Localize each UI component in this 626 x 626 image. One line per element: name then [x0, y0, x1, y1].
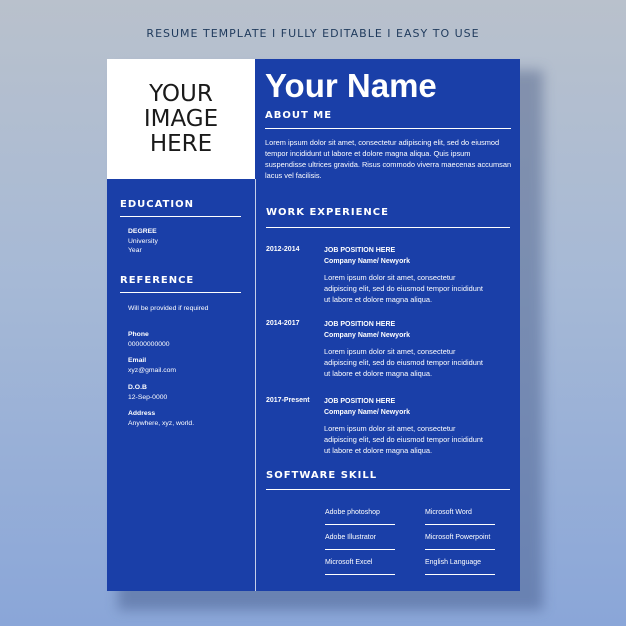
- job-1-header: [324, 245, 410, 267]
- about-rule: [265, 128, 511, 129]
- reference-title: REFERENCE: [120, 275, 195, 286]
- contact-phone: [128, 330, 170, 349]
- skill-right-2-line: [425, 549, 495, 550]
- contact-phone-label: Phone: [128, 331, 149, 338]
- job-1-years: 2012-2014: [266, 246, 300, 253]
- education-year: Year: [128, 247, 142, 254]
- job-2-header: [324, 319, 410, 341]
- skill-right-2: Microsoft Powerpoint: [425, 534, 491, 541]
- skill-left-3: Microsoft Excel: [325, 559, 373, 566]
- skill-right-3: English Language: [425, 559, 482, 566]
- contact-dob: [128, 383, 167, 402]
- contact-email-value: xyz@gmail.com: [128, 366, 177, 374]
- education-university: University: [128, 237, 158, 245]
- skill-left-1: Adobe photoshop: [325, 509, 380, 516]
- education-details: [128, 227, 158, 256]
- about-title: ABOUT ME: [265, 110, 333, 121]
- contact-dob-label: D.O.B: [128, 384, 147, 391]
- reference-rule: [120, 292, 241, 293]
- skill-left-1-line: [325, 524, 395, 525]
- job-1-company: Company Name/ Newyork: [324, 258, 410, 265]
- job-3-text: Lorem ipsum dolor sit amet, consectetur adipiscing elit, sed do eiusmod tempor incididunt ut labore et dolore magna aliqua.: [324, 424, 483, 455]
- contact-email: [128, 356, 176, 375]
- contact-email-label: Email: [128, 357, 147, 364]
- job-2-text: Lorem ipsum dolor sit amet, consectetur adipiscing elit, sed do eiusmod tempor incididunt ut labore et dolore magna aliqua.: [324, 347, 483, 378]
- experience-title: WORK EXPERIENCE: [266, 207, 389, 218]
- photo-placeholder: [107, 59, 255, 179]
- skills-rule: [266, 489, 510, 490]
- experience-rule: [266, 227, 510, 228]
- contact-address-value: Anywhere, xyz, world.: [128, 419, 195, 427]
- skill-right-1-line: [425, 524, 495, 525]
- contact-address: [128, 409, 194, 428]
- skill-right-1: Microsoft Word: [425, 509, 472, 516]
- contact-dob-value: 12-Sep-0000: [128, 393, 168, 401]
- job-3-header: [324, 396, 410, 418]
- job-3-position: JOB POSITION HERE: [324, 398, 396, 405]
- job-2-years: 2014-2017: [266, 320, 300, 327]
- skill-left-2: Adobe Illustrator: [325, 534, 376, 541]
- skill-left-3-line: [325, 574, 395, 575]
- job-3-company: Company Name/ Newyork: [324, 409, 410, 416]
- education-rule: [120, 216, 241, 217]
- about-text: Lorem ipsum dolor sit amet, consectetur adipiscing elit, sed do eiusmod tempor incididunt ut labore et dolore magna aliqua. Quis ipsum suspendisse ultrices gravida. Risus commodo viverra maecenas accumsan lacus vel facilisis.: [265, 138, 512, 180]
- photo-placeholder-text: YOUR IMAGE HERE: [143, 80, 219, 157]
- resume-page: [107, 59, 520, 591]
- job-3-years: 2017-Present: [266, 397, 310, 404]
- job-1-text: Lorem ipsum dolor sit amet, consectetur adipiscing elit, sed do eiusmod tempor incididunt ut labore et dolore magna aliqua.: [324, 273, 483, 304]
- skill-left-2-line: [325, 549, 395, 550]
- column-divider: [255, 179, 256, 591]
- skills-title: SOFTWARE SKILL: [266, 470, 378, 481]
- reference-note: Will be provided if required: [128, 305, 209, 312]
- job-1-position: JOB POSITION HERE: [324, 247, 396, 254]
- skill-right-3-line: [425, 574, 495, 575]
- education-degree: DEGREE: [128, 228, 157, 235]
- job-2-company: Company Name/ Newyork: [324, 332, 410, 339]
- job-2-position: JOB POSITION HERE: [324, 321, 396, 328]
- contact-phone-value: 00000000000: [128, 340, 170, 348]
- contact-address-label: Address: [128, 410, 156, 417]
- banner-caption: RESUME TEMPLATE I FULLY EDITABLE I EASY TO USE: [146, 27, 480, 40]
- resume-name: Your Name: [265, 67, 437, 104]
- education-title: EDUCATION: [120, 199, 194, 210]
